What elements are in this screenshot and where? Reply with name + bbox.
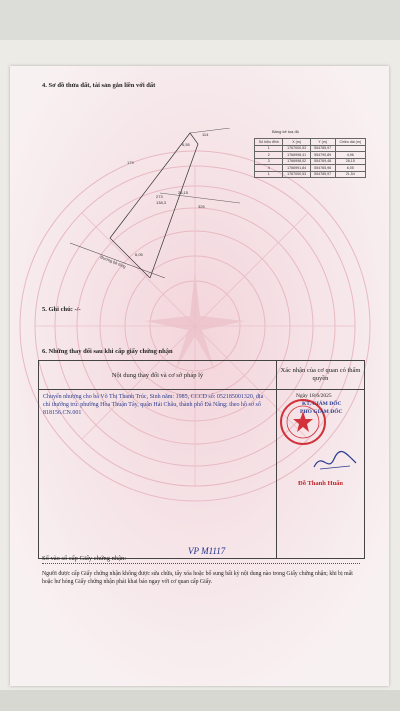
land-plot-diagram <box>70 128 250 278</box>
section-6-title: 6. Những thay đổi sau khi cấp giấy chứng nhận <box>42 348 173 355</box>
section-5-title: 5. Ghi chú: -/- <box>42 306 81 313</box>
registry-number: VP M1117 <box>188 546 226 556</box>
cell: 4,96 <box>335 152 365 159</box>
cell: 1 <box>255 171 283 178</box>
table-header-row <box>39 361 365 390</box>
warning-note: Người được cấp Giấy chứng nhận không được sửa chữa, tẩy xóa hoặc bổ sung bất kỳ nội dung nào trong Giấy chứng nhận; khi bị mất hoặc hư hỏng Giấy chứng nhận phải khai báo ngay với cơ quan cấp Giấy. <box>42 571 353 586</box>
signer-name: Đỗ Thanh Huấn <box>298 480 344 487</box>
top-bar <box>0 0 400 40</box>
cell: 1766991,84 <box>283 165 310 172</box>
bottom-bar <box>0 690 400 711</box>
plot-label-side-a: 6,55 <box>182 142 190 147</box>
cell: 554785,97 <box>310 145 335 152</box>
cell: 1766998,41 <box>283 152 310 159</box>
col-x: X (m) <box>283 139 310 146</box>
col-content-header: Nội dung thay đổi và cơ sở pháp lý <box>39 361 277 390</box>
cell: 6,05 <box>335 165 365 172</box>
col-verify-header: Xác nhận của cơ quan có thẩm quyền <box>277 361 365 390</box>
registry-label: Số vào sổ cấp Giấy chứng nhận: <box>42 555 127 562</box>
cell: 1 <box>255 145 283 152</box>
plot-label-326: 326 <box>198 204 205 209</box>
coordinate-table <box>254 138 366 178</box>
plot-label-273: 273 <box>156 194 163 199</box>
signature <box>310 447 360 475</box>
table-row <box>39 390 365 559</box>
cell: 2 <box>255 152 283 159</box>
cell: 21,54 <box>335 171 365 178</box>
verify-date: Ngày 18/6/2025 <box>296 393 332 399</box>
cell: 1766998,02 <box>283 158 310 165</box>
road-label: Đường bê tông <box>99 254 127 270</box>
change-content: Chuyển nhượng cho bà Võ Thị Thanh Trúc, Sinh năm: 1985, CCCD số: 052185001320, địa chỉ thường trú: phường Hòa Thuận Tây, quận Hải Châu, thành phố Đà Nẵng; theo hồ sơ số 818156.CN.001 <box>43 394 264 416</box>
neighbor-boundary-2 <box>160 193 240 203</box>
cell: 554785,97 <box>310 171 335 178</box>
neighbor-boundary <box>190 128 230 133</box>
cell: 554790,89 <box>310 152 335 159</box>
changes-table <box>38 360 365 559</box>
verify-cell <box>277 390 365 559</box>
plot-label-114: 114 <box>202 132 209 137</box>
coord-table-title: Bảng kê toạ độ <box>272 129 299 134</box>
plot-label-side-b: 28,15 <box>178 190 189 195</box>
table-row <box>255 171 366 178</box>
plot-label-side-c: 6,05 <box>135 252 143 257</box>
verify-title-2: PHÓ GIÁM ĐỐC <box>300 409 343 415</box>
plot-boundary <box>110 133 198 278</box>
col-length: Chiều dài (m) <box>335 139 365 146</box>
cell: 554769,48 <box>310 158 335 165</box>
section-4-title: 4. Sơ đồ thửa đất, tài sản gắn liền với đất <box>42 82 156 89</box>
verify-title-1: KT. GIÁM ĐỐC <box>302 401 342 407</box>
certificate-page <box>10 66 389 686</box>
cell: 28,15 <box>335 158 365 165</box>
col-vertex: Số hiệu đỉnh <box>255 139 283 146</box>
plot-label-area: 138,3 <box>156 200 167 205</box>
col-y: Y (m) <box>310 139 335 146</box>
change-content-cell <box>39 390 277 559</box>
registry-dotted-line <box>42 563 360 564</box>
cell: 1767000,53 <box>283 171 310 178</box>
plot-label-179: 179 <box>127 160 134 165</box>
cell: 554765,96 <box>310 165 335 172</box>
cell: 4 <box>255 165 283 172</box>
cell: 3 <box>255 158 283 165</box>
cell: 1767000,53 <box>283 145 310 152</box>
